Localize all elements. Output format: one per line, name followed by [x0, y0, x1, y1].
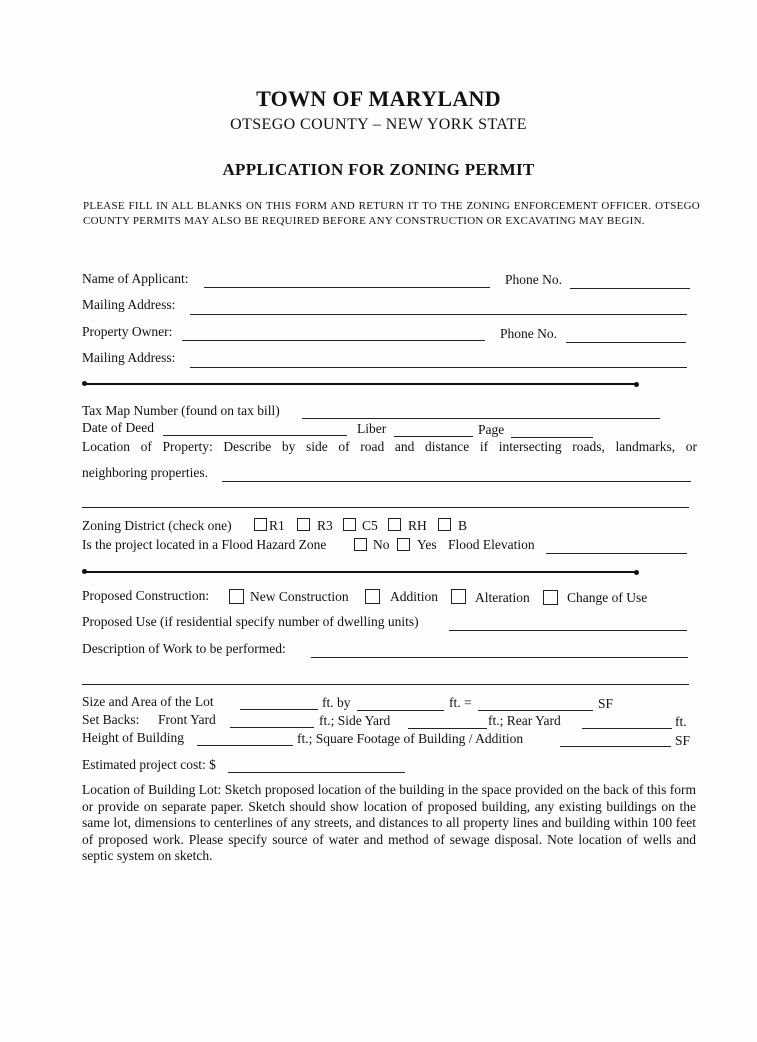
page-field[interactable] [511, 437, 593, 438]
applicant-mailing-label: Mailing Address: [82, 297, 176, 312]
project-cost-field[interactable] [228, 772, 405, 773]
building-height-label: Height of Building [82, 730, 184, 745]
lot-area-field[interactable] [478, 710, 593, 711]
liber-field[interactable] [394, 436, 473, 437]
page-label: Page [478, 422, 505, 437]
lot-ft-eq: ft. = [449, 695, 472, 710]
divider-end-dot [82, 381, 87, 386]
addition-checkbox[interactable] [365, 589, 380, 604]
flood-elevation-label: Flood Elevation [448, 537, 535, 552]
divider-end-dot [634, 382, 639, 387]
lot-ft-by: ft. by [322, 695, 351, 710]
addition-label: Addition [390, 589, 439, 604]
rear-ft-unit: ft. [675, 714, 687, 729]
tax-map-field[interactable] [302, 418, 660, 419]
sqft-sf-unit: SF [675, 733, 691, 748]
owner-phone-label: Phone No. [500, 326, 557, 341]
applicant-name-field[interactable] [204, 287, 490, 288]
applicant-mailing-field[interactable] [190, 314, 687, 315]
flood-no-label: No [373, 537, 390, 552]
work-description-label: Description of Work to be performed: [82, 641, 286, 656]
owner-phone-field[interactable] [566, 342, 686, 343]
proposed-use-field[interactable] [449, 630, 687, 631]
applicant-name-label: Name of Applicant: [82, 271, 189, 286]
location-field-line1[interactable] [222, 481, 691, 482]
work-description-line1[interactable] [311, 657, 688, 658]
sketch-instructions: Location of Building Lot: Sketch proposed location of the building in the space provided on the back of this form or provide on separate paper. Sketch should show location of proposed building, any existing buildings on the same lot, dimensions to centerlines of any streets, and distances to all property lines and building within 100 feet of proposed work. Please specify source of water and method of sewage disposal. Note location of wells and septic system on sketch. [82, 782, 696, 863]
district-rh-checkbox[interactable] [388, 518, 401, 531]
applicant-phone-label: Phone No. [505, 272, 562, 287]
county-subtitle: OTSEGO COUNTY – NEW YORK STATE [230, 116, 527, 133]
liber-label: Liber [357, 421, 387, 436]
district-r3-checkbox[interactable] [297, 518, 310, 531]
district-c5-checkbox[interactable] [343, 518, 356, 531]
location-label: Location of Property: Describe by side of road and distance if intersecting roads, landmarks, or [82, 439, 697, 454]
district-b-label: B [458, 518, 468, 533]
owner-mailing-label: Mailing Address: [82, 350, 176, 365]
front-yard-label: Front Yard [158, 712, 216, 727]
work-description-line2[interactable] [82, 684, 689, 685]
square-footage-field[interactable] [560, 746, 671, 747]
owner-mailing-field[interactable] [190, 367, 687, 368]
district-r1-checkbox[interactable] [254, 518, 267, 531]
divider-end-dot [82, 569, 87, 574]
building-height-field[interactable] [197, 745, 293, 746]
tax-map-label: Tax Map Number (found on tax bill) [82, 403, 280, 418]
lot-width-field[interactable] [240, 709, 318, 710]
rear-yard-field[interactable] [582, 728, 672, 729]
square-footage-label: ft.; Square Footage of Building / Addition [297, 731, 524, 746]
flood-elevation-field[interactable] [546, 553, 687, 554]
alteration-checkbox[interactable] [451, 589, 466, 604]
proposed-use-label: Proposed Use (if residential specify number of dwelling units) [82, 614, 419, 629]
lot-depth-field[interactable] [357, 710, 444, 711]
district-c5-label: C5 [362, 518, 378, 533]
district-rh-label: RH [408, 518, 427, 533]
instructions: PLEASE FILL IN ALL BLANKS ON THIS FORM AND RETURN IT TO THE ZONING ENFORCEMENT OFFICER. OTSEGO COUNTY PERMITS MAY ALSO BE REQUIRED BEFORE ANY CONSTRUCTION OR EXCAVATING MAY BEGIN. [83, 200, 700, 227]
neighboring-label: neighboring properties. [82, 465, 208, 480]
rear-yard-label: ft.; Rear Yard [488, 713, 561, 728]
flood-no-checkbox[interactable] [354, 538, 367, 551]
side-yard-field[interactable] [408, 728, 487, 729]
deed-date-field[interactable] [163, 435, 347, 436]
front-yard-field[interactable] [230, 727, 314, 728]
district-r1-label: R1 [269, 518, 285, 533]
section-divider [84, 571, 637, 573]
flood-yes-label: Yes [417, 537, 437, 552]
zoning-district-label: Zoning District (check one) [82, 518, 232, 533]
new-construction-label: New Construction [250, 589, 349, 604]
owner-field[interactable] [182, 340, 485, 341]
town-title: TOWN OF MARYLAND [256, 86, 501, 111]
district-b-checkbox[interactable] [438, 518, 451, 531]
flood-yes-checkbox[interactable] [397, 538, 410, 551]
alteration-label: Alteration [475, 590, 530, 605]
new-construction-checkbox[interactable] [229, 589, 244, 604]
lot-sf-unit: SF [598, 696, 614, 711]
side-yard-label: ft.; Side Yard [319, 713, 391, 728]
proposed-construction-label: Proposed Construction: [82, 588, 210, 603]
owner-label: Property Owner: [82, 324, 173, 339]
section-divider [84, 383, 637, 385]
project-cost-label: Estimated project cost: $ [82, 757, 216, 772]
form-title: APPLICATION FOR ZONING PERMIT [222, 160, 535, 179]
flood-zone-label: Is the project located in a Flood Hazard Zone [82, 537, 327, 552]
divider-end-dot [634, 570, 639, 575]
location-field-line2[interactable] [82, 507, 689, 508]
deed-date-label: Date of Deed [82, 420, 154, 435]
change-of-use-checkbox[interactable] [543, 590, 558, 605]
change-of-use-label: Change of Use [567, 590, 648, 605]
setbacks-label: Set Backs: [82, 712, 140, 727]
lot-size-label: Size and Area of the Lot [82, 694, 214, 709]
district-r3-label: R3 [317, 518, 333, 533]
applicant-phone-field[interactable] [570, 288, 690, 289]
